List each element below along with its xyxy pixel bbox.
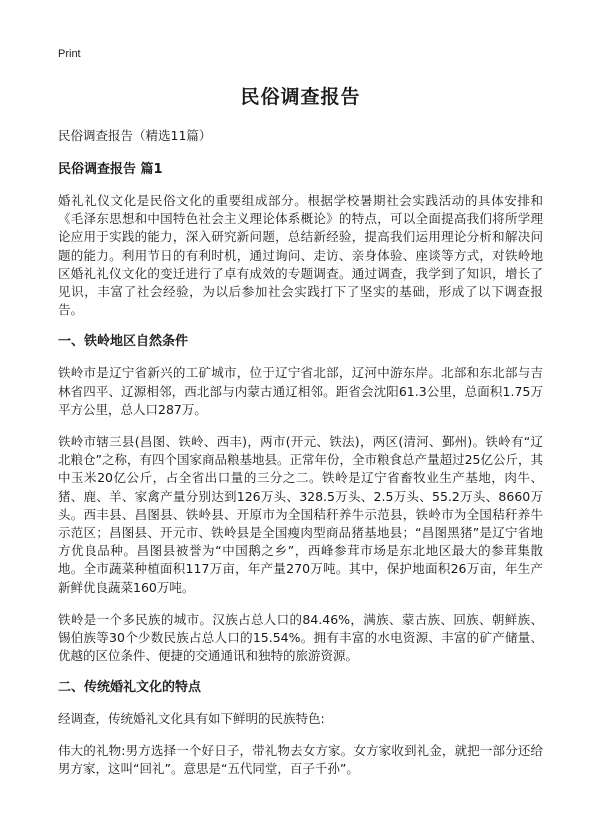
natural-conditions-paragraph-3: 铁岭是一个多民族的城市。汉族占总人口的84.46%，满族、蒙古族、回族、朝鲜族、锡伯族等30个少数民族占总人口的15.54%。拥有丰富的水电资源、丰富的矿产储量、优越的区位条件、便捷的交通通讯和独特的旅游资源。 [58,611,543,664]
section-heading-wedding-culture: 二、传统婚礼文化的特点 [58,680,202,696]
intro-paragraph: 婚礼礼仪文化是民俗文化的重要组成部分。根据学校暑期社会实践活动的具体安排和《毛泽东思想和中国特色社会主义理论体系概论》的特点，可以全面提高我们将所学理论应用于实践的能力，深入研究新问题，总结新经验，提高我们运用理论分析和解决问题的能力。利用节日的有利时机，通过询问、走访、亲身体验、座谈等方式，对铁岭地区婚礼礼仪文化的变迁进行了卓有成效的专题调查。通过调查，我学到了知识，增长了见识，丰富了社会经验，为以后参加社会实践打下了坚实的基础，形成了以下调查报告。 [58,193,543,318]
natural-conditions-paragraph-1: 铁岭市是辽宁省新兴的工矿城市，位于辽宁省北部，辽河中游东岸。北部和东北部与吉林省四平、辽源相邻，西北部与内蒙古通辽相邻。距省会沈阳61.3公里，总面积1.75万平方公里，总人口287万。 [58,365,543,417]
document-subtitle: 民俗调查报告（精选11篇） [58,128,212,143]
natural-conditions-paragraph-2: 铁岭市辖三县(昌图、铁岭、西丰)，两市(开元、铁法)，两区(清河、鄞州)。铁岭有“辽北粮仓”之称，有四个国家商品粮基地县。正常年份，全市粮食总产量超过25亿公斤，其中玉米20亿公斤，占全省出口量的三分之二。铁岭是辽宁省畜牧业生产基地，肉牛、猪、鹿、羊、家禽产量分别达到126万头、328.5万头、2.5万头、55.2万头、8660万头。西丰县、昌图县、铁岭县、开原市为全国秸秆养牛示范县，铁岭市为全国秸秆养牛示范区；昌图县、开元市、铁岭县是全国瘦肉型商品猪基地县；“昌图黑猪”是辽宁省地方优良品种。昌图县被誉为“中国鹅之乡”，西峰参茸市场是东北地区最大的参茸集散地。全市蔬菜种植面积117万亩，年产量270万吨。其中，保护地面积26万亩，年生产新鲜优良蔬菜160万吨。 [58,434,543,595]
wedding-culture-paragraph-1: 经调查，传统婚礼文化具有如下鲜明的民族特色: [58,711,325,727]
part-heading: 民俗调查报告 篇1 [58,162,163,177]
document-title: 民俗调查报告 [240,86,361,108]
section-heading-natural-conditions: 一、铁岭地区自然条件 [58,334,189,350]
wedding-culture-paragraph-2: 伟大的礼物:男方选择一个好日子，带礼物去女方家。女方家收到礼金，就把一部分还给男方家，这叫“回礼”。意思是“五代同堂，百子千孙”。 [58,742,543,776]
print-link[interactable]: Print [58,48,81,60]
